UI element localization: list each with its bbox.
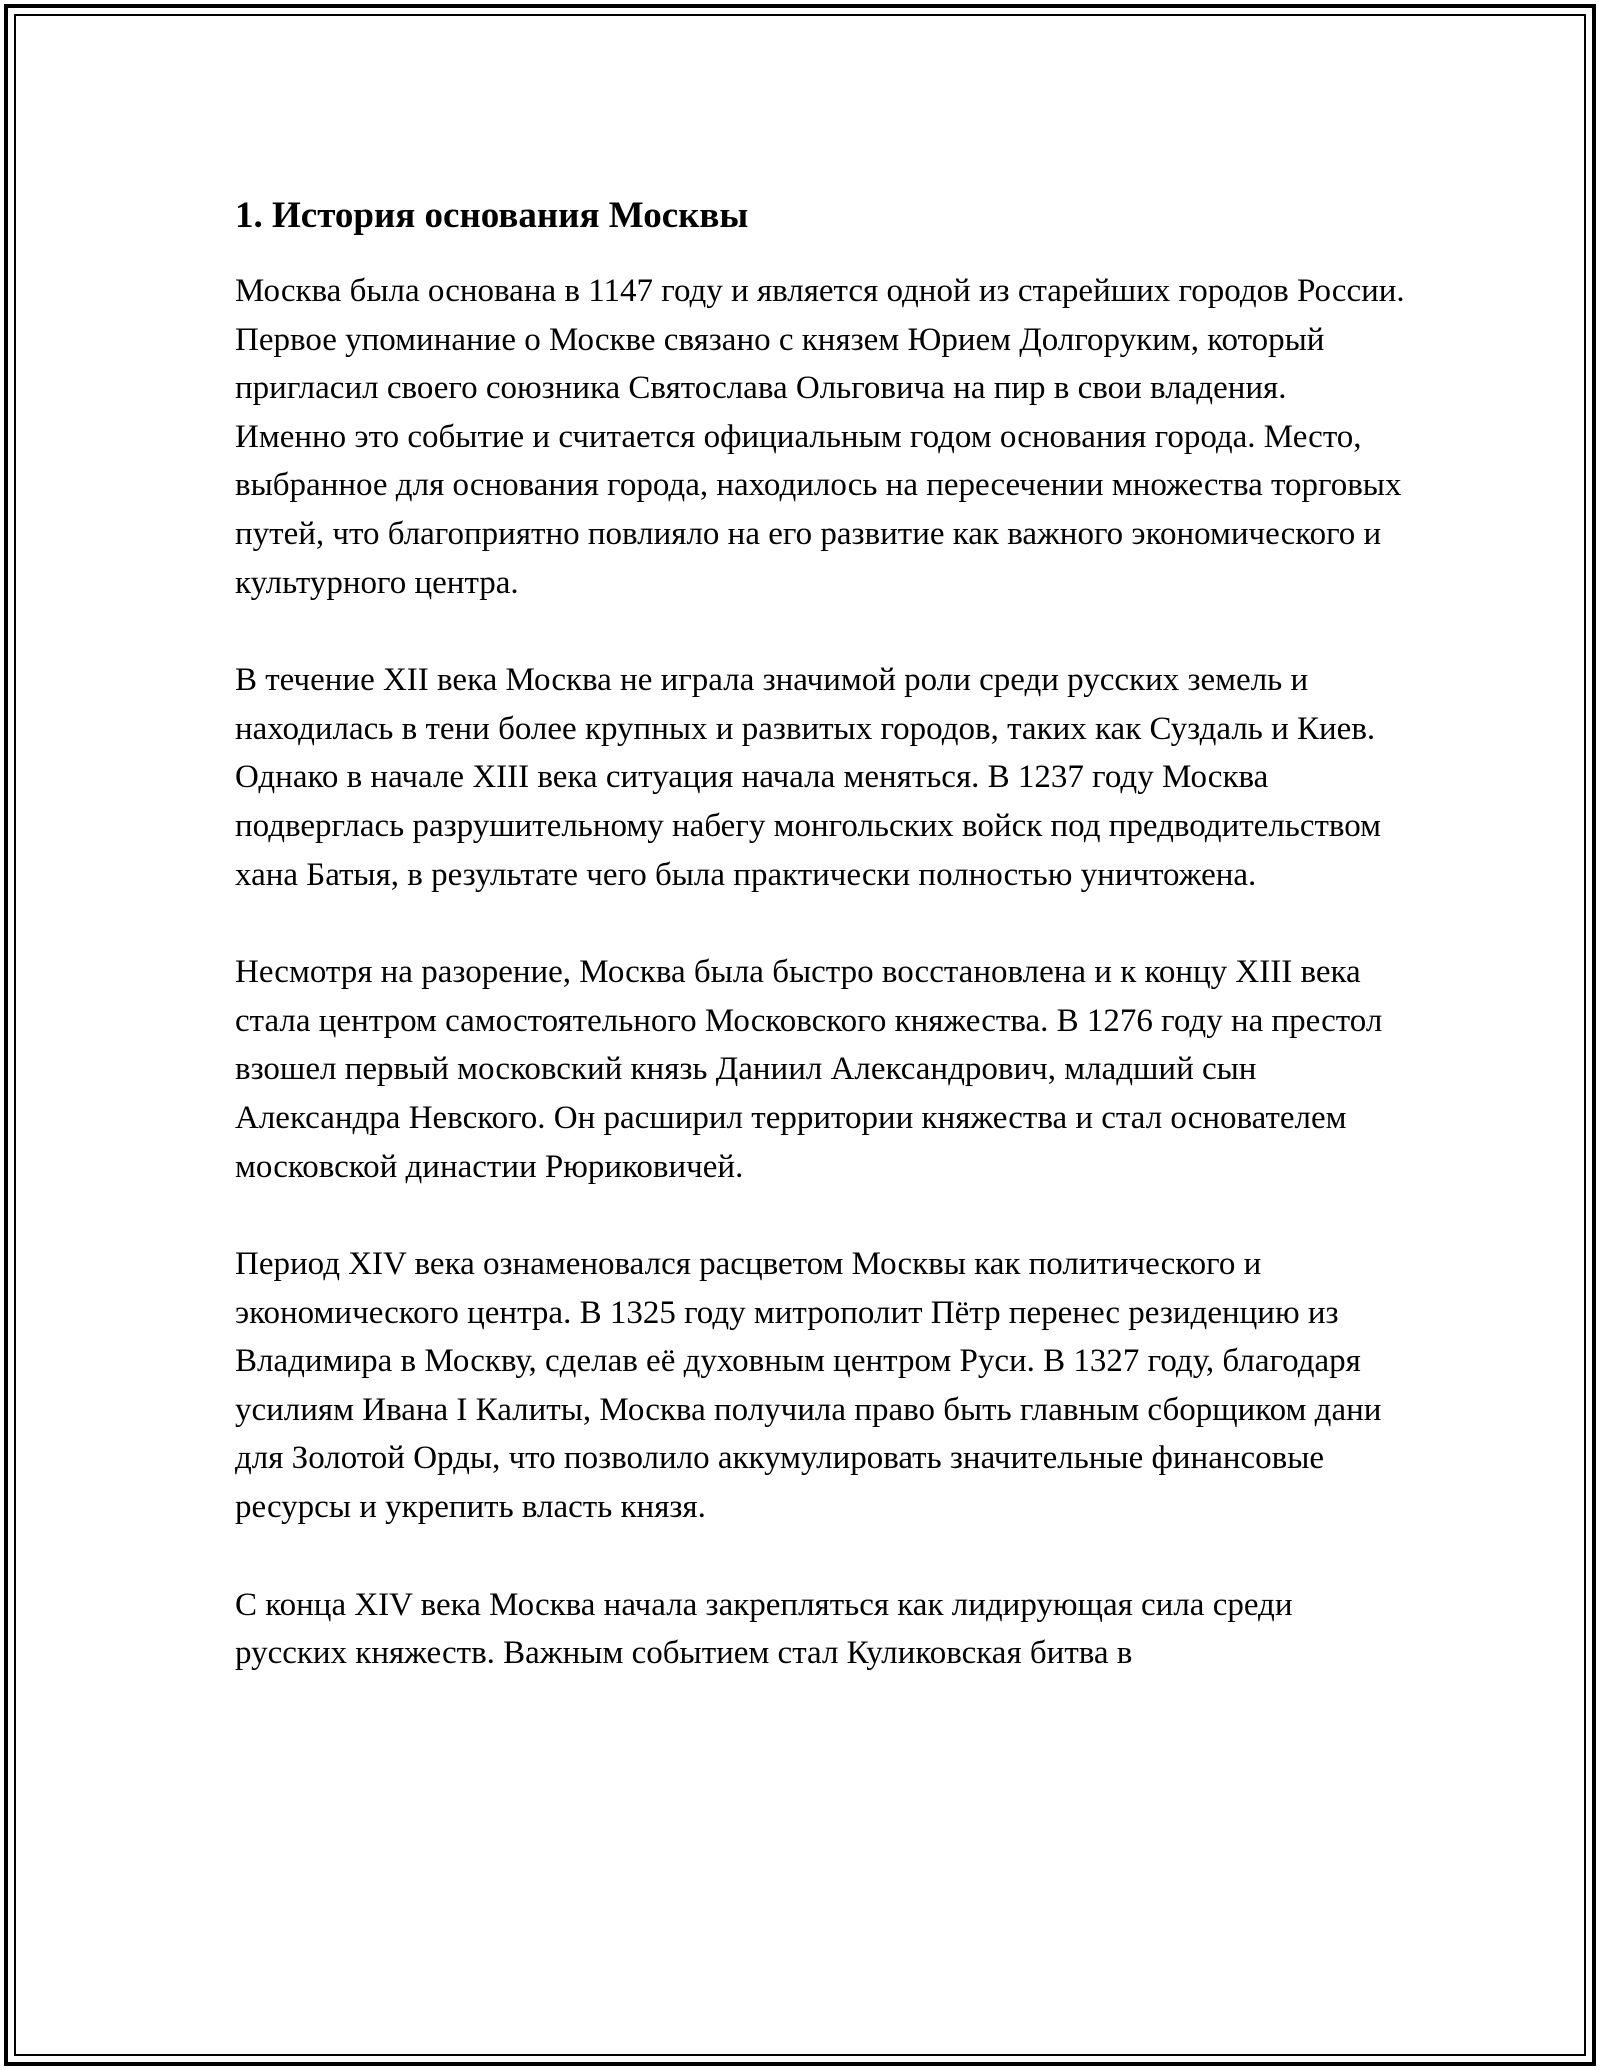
- paragraph-leadership: С конца XIV века Москва начала закрепляться как лидирующая сила среди русских княжеств. Важным событием стал Куликовская битва в: [235, 1586, 1293, 1672]
- document-body: [235, 183, 1405, 1727]
- paragraph-principality: Несмотря на разорение, Москва была быстро восстановлена и к концу XIII века стала центром самостоятельного Московского княжества. В 1276 году на престол взошел первый московский князь Даниил Александрович, младший сын Александра Невского. Он расширил территории княжества и стал основателем московской династии Рюриковичей.: [235, 954, 1383, 1185]
- paragraph-twelfth-century: В течение XII века Москва не играла значимой роли среди русских земель и находилась в тени более крупных и развитых городов, таких как Суздаль и Киев. Однако в начале XIII века ситуация начала меняться. В 1237 году Москва подверглась разрушительному набегу монгольских войск под предводительством хана Батыя, в результате чего была практически полностью уничтожена.: [235, 662, 1382, 893]
- paragraph-fourteenth-century: Период XIV века ознаменовался расцветом Москвы как политического и экономического центра. В 1325 году митрополит Пётр перенес резиденцию из Владимира в Москву, сделав её духовным центром Руси. В 1327 году, благодаря усилиям Ивана I Калиты, Москва получила право быть главным сборщиком дани для Золотой Орды, что позволило аккумулировать значительные финансовые ресурсы и укрепить власть князя.: [235, 1246, 1382, 1526]
- paragraph-founding: Москва была основана в 1147 году и является одной из старейших городов России. Первое упоминание о Москве связано с князем Юрием Долгоруким, который пригласил своего союзника Святослава Ольговича на пир в свои владения. Именно это событие и считается официальным годом основания города. Место, выбранное для основания города, находилось на пересечении множества торговых путей, что благоприятно повлияло на его развитие как важного экономического и культурного центра.: [235, 273, 1405, 601]
- section-heading: 1. История основания Москвы: [235, 195, 749, 236]
